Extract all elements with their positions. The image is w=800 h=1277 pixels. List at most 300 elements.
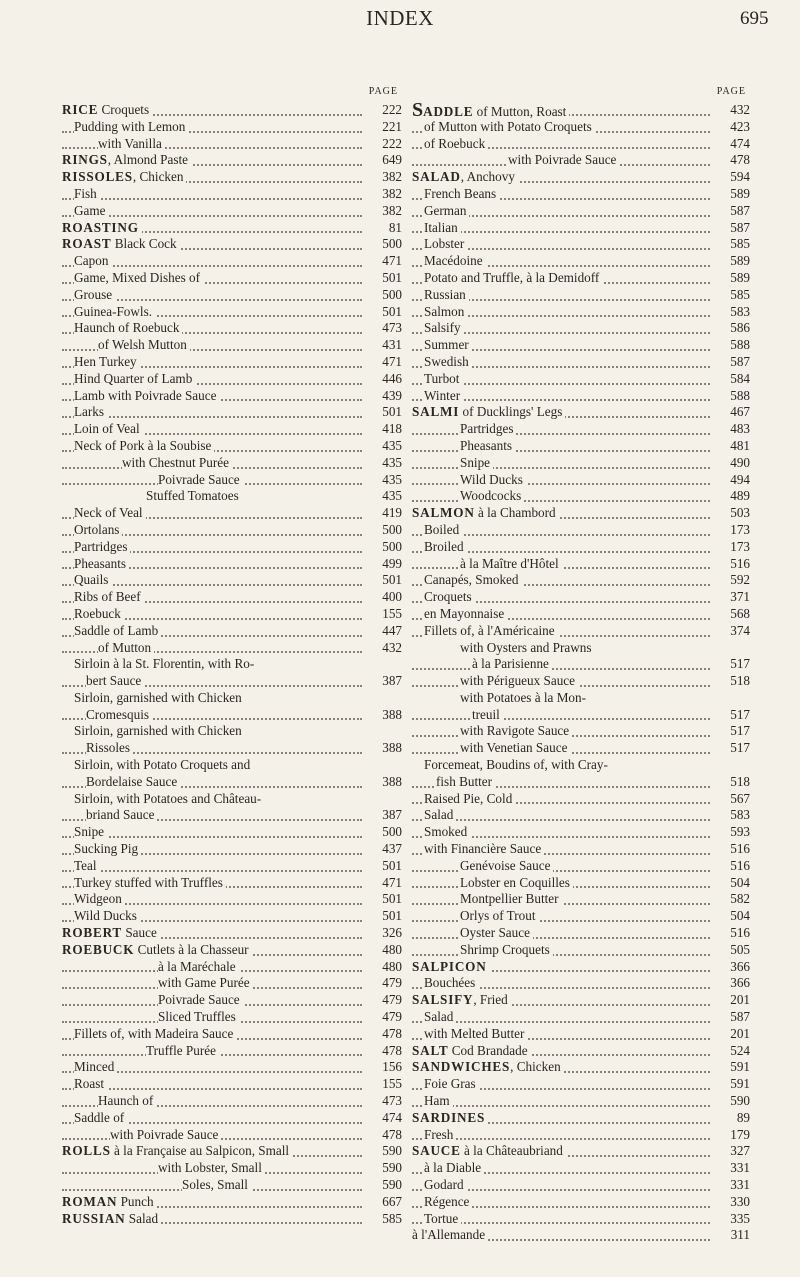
entry-label: Soles, Small <box>182 1177 248 1192</box>
entry-text <box>472 656 552 671</box>
entry-label: Smoked <box>424 824 468 840</box>
index-entry <box>62 556 402 573</box>
index-entry <box>412 220 750 237</box>
entry-text <box>460 925 533 940</box>
page-ref: 366 <box>712 975 750 992</box>
entry-text <box>146 488 242 503</box>
page-ref: 479 <box>364 992 402 1009</box>
entry-label: Salad <box>424 807 454 823</box>
page-ref: 490 <box>712 455 750 472</box>
page-ref: 387 <box>364 807 402 824</box>
index-entry <box>62 723 402 740</box>
page-ref: 201 <box>712 1026 750 1043</box>
entry-text <box>74 589 144 604</box>
index-entry <box>62 404 402 421</box>
index-entry <box>412 455 750 472</box>
entry-text <box>424 539 467 554</box>
page-ref: 583 <box>712 807 750 824</box>
page-ref: 501 <box>364 908 402 925</box>
index-entry <box>412 707 750 724</box>
page-ref: 331 <box>712 1177 750 1194</box>
page-ref: 437 <box>364 841 402 858</box>
leader-dots <box>412 668 710 670</box>
entry-label: Cutlets à la Chasseur <box>134 941 249 957</box>
entry-label: Shrimp Croquets <box>460 941 550 957</box>
index-entry <box>62 505 402 522</box>
entry-text <box>98 1093 156 1108</box>
entry-label: Partridges <box>74 538 128 554</box>
entry-text <box>460 858 553 873</box>
index-entry <box>412 388 750 405</box>
entry-heading: SALT <box>412 1042 449 1058</box>
page-ref: 588 <box>712 388 750 405</box>
page-ref: 505 <box>712 942 750 959</box>
entry-label: Potato and Truffle, à la Demidoff <box>424 269 600 285</box>
entry-text <box>74 287 115 302</box>
entry-text <box>74 388 219 403</box>
entry-label: Ortolans <box>74 521 120 537</box>
index-entry <box>412 1009 750 1026</box>
index-entry <box>62 320 402 337</box>
index-entry <box>62 1127 402 1144</box>
page-ref: 478 <box>364 1043 402 1060</box>
index-entry <box>412 1093 750 1110</box>
page-ref: 517 <box>712 723 750 740</box>
entry-label: Roast <box>74 1076 105 1092</box>
page-ref: 501 <box>364 891 402 908</box>
page-ref: 501 <box>364 858 402 875</box>
index-entry <box>412 858 750 875</box>
entry-label: Forcemeat, Boudins of, with Cray- <box>424 757 608 773</box>
page-ref: 155 <box>364 1076 402 1093</box>
entry-label: Widgeon <box>74 891 122 907</box>
entry-label: Fillets of, with Madeira Sauce <box>74 1025 234 1041</box>
index-entry <box>412 337 750 354</box>
entry-label: Truffle Purée <box>146 1042 216 1058</box>
entry-text <box>424 623 558 638</box>
page-ref: 594 <box>712 169 750 186</box>
entry-text <box>74 690 245 705</box>
page-ref: 326 <box>364 925 402 942</box>
entry-text <box>412 1227 488 1242</box>
entry-label: , Fried <box>473 992 508 1008</box>
page-ref: 587 <box>712 203 750 220</box>
running-title: INDEX <box>366 6 434 30</box>
index-entry <box>412 354 750 371</box>
page-ref: 483 <box>712 421 750 438</box>
page-ref: 501 <box>364 572 402 589</box>
index-entry <box>412 824 750 841</box>
entry-text <box>412 505 559 520</box>
leader-dots <box>412 1105 710 1107</box>
page-ref: 516 <box>712 841 750 858</box>
entry-label: à la Française au Salpicon, Small <box>110 1143 290 1159</box>
index-entry <box>62 236 402 253</box>
entry-label: Genévoise Sauce <box>460 857 551 873</box>
index-entry <box>412 875 750 892</box>
entry-label: Hind Quarter of Lamb <box>74 370 193 386</box>
index-entry <box>62 488 402 505</box>
leader-dots <box>412 937 710 939</box>
page-ref: 518 <box>712 774 750 791</box>
page-ref: 201 <box>712 992 750 1009</box>
page-ref: 524 <box>712 1043 750 1060</box>
index-entry <box>412 556 750 573</box>
entry-text <box>424 1076 479 1091</box>
entry-label: with Poivrade Sauce <box>508 152 617 168</box>
entry-text <box>74 891 125 906</box>
entry-label: with Vanilla <box>98 135 162 151</box>
leader-dots <box>412 450 710 452</box>
entry-label: with Potatoes à la Mon- <box>460 689 586 705</box>
entry-text <box>412 1043 531 1058</box>
entry-label: Foie Gras <box>424 1076 476 1092</box>
entry-label: Salsify <box>424 320 461 336</box>
page-ref: 388 <box>364 774 402 791</box>
entry-text <box>74 875 226 890</box>
entry-label: of Roebuck <box>424 135 486 151</box>
entry-text <box>412 169 518 184</box>
page-ref: 418 <box>364 421 402 438</box>
page-ref: 447 <box>364 623 402 640</box>
entry-label: Raised Pie, Cold <box>424 790 513 806</box>
index-entry <box>412 186 750 203</box>
page-ref: 387 <box>364 673 402 690</box>
leader-dots <box>62 1088 362 1090</box>
entry-text <box>74 304 155 319</box>
entry-text <box>412 959 490 974</box>
page-ref: 431 <box>364 337 402 354</box>
index-entry <box>412 992 750 1009</box>
entry-text <box>424 757 611 772</box>
entry-label: Croquets <box>98 102 150 117</box>
entry-heading: ROBERT <box>62 925 123 941</box>
leader-dots <box>62 198 362 200</box>
page-ref: 222 <box>364 102 402 119</box>
page-ref: 467 <box>712 404 750 421</box>
entry-label: Turbot <box>424 370 460 386</box>
entry-text <box>424 1009 456 1024</box>
entry-text <box>424 270 602 285</box>
leader-dots <box>412 467 710 469</box>
entry-label: Game <box>74 202 106 218</box>
index-entry <box>412 1076 750 1093</box>
page-ref: 480 <box>364 942 402 959</box>
index-entry <box>62 740 402 757</box>
index-entry <box>62 472 402 489</box>
entry-text <box>98 136 165 151</box>
entry-text <box>460 438 515 453</box>
page-ref: 583 <box>712 304 750 321</box>
page-ref: 518 <box>712 673 750 690</box>
entry-heading: ROASTING <box>62 219 139 235</box>
index-column-left <box>62 86 402 1227</box>
entry-label: Régence <box>424 1193 470 1209</box>
page-ref: 517 <box>712 656 750 673</box>
entry-label: Neck of Veal <box>74 505 143 521</box>
entry-text <box>158 992 243 1007</box>
entry-heading: SALMON <box>412 505 475 521</box>
entry-text <box>460 942 553 957</box>
entry-text <box>74 404 107 419</box>
entry-label: Wild Ducks <box>74 908 137 924</box>
entry-text <box>460 488 524 503</box>
entry-label: Roebuck <box>74 605 121 621</box>
page-ref: 473 <box>364 1093 402 1110</box>
entry-text <box>424 287 469 302</box>
page-ref: 311 <box>712 1227 750 1244</box>
page-ref: 585 <box>712 236 750 253</box>
entry-text <box>86 707 152 722</box>
page-ref: 435 <box>364 472 402 489</box>
entry-text <box>74 656 257 671</box>
drop-initial: S <box>412 99 424 121</box>
entry-label: Punch <box>117 1193 154 1209</box>
entry-heading: ROEBUCK <box>62 941 135 957</box>
index-entry <box>62 270 402 287</box>
index-entry <box>412 1177 750 1194</box>
entry-text <box>62 169 186 184</box>
index-entry <box>412 606 750 623</box>
index-entry <box>412 572 750 589</box>
page-ref: 567 <box>712 791 750 808</box>
leader-dots <box>412 954 710 956</box>
index-entry <box>412 740 750 757</box>
index-entry <box>62 1211 402 1228</box>
index-entry <box>412 757 750 774</box>
entry-heading: RUSSIAN <box>62 1210 126 1226</box>
entry-label: Woodcocks <box>460 488 522 504</box>
entry-label: en Mayonnaise <box>424 605 505 621</box>
entry-text <box>460 875 573 890</box>
index-entry <box>412 723 750 740</box>
entry-text <box>436 774 495 789</box>
entry-text <box>74 354 140 369</box>
entry-text <box>460 673 578 688</box>
index-entry <box>62 959 402 976</box>
entry-label: Ribs of Beef <box>74 589 141 605</box>
index-entry <box>412 505 750 522</box>
index-entry <box>62 102 402 119</box>
entry-text <box>424 203 469 218</box>
entry-heading: RICE <box>62 102 99 117</box>
entry-label: Larks <box>74 404 105 420</box>
leader-dots <box>412 920 710 922</box>
index-entry <box>412 640 750 657</box>
index-entry <box>412 690 750 707</box>
entry-text <box>158 975 253 990</box>
entry-label: Capon <box>74 253 109 269</box>
entry-text <box>62 152 191 167</box>
entry-text <box>74 505 146 520</box>
page-ref: 374 <box>712 623 750 640</box>
page-ref: 586 <box>712 320 750 337</box>
page-ref: 516 <box>712 925 750 942</box>
entry-label: bert Sauce <box>86 673 142 689</box>
entry-label: Loin of Veal <box>74 421 140 437</box>
entry-label: à la Maître d'Hôtel <box>460 555 559 571</box>
entry-label: Lobster en Coquilles <box>460 874 570 890</box>
index-entry <box>62 757 402 774</box>
entry-label: , Chicken <box>132 169 184 185</box>
page-ref: 474 <box>712 136 750 153</box>
entry-text <box>460 472 526 487</box>
entry-text <box>74 539 130 554</box>
entry-label: à la Chambord <box>474 505 556 521</box>
entry-text <box>424 253 486 268</box>
page-ref: 589 <box>712 270 750 287</box>
entry-heading: SALPICON <box>412 958 487 974</box>
page-ref: 371 <box>712 589 750 606</box>
page-column-heading: PAGE <box>368 86 398 97</box>
entry-label: , Chicken <box>510 1059 561 1075</box>
entry-text <box>98 337 190 352</box>
entry-text <box>74 572 111 587</box>
entry-label: Salmon <box>424 303 465 319</box>
entry-label: Poivrade Sauce <box>158 992 240 1008</box>
index-entry <box>62 253 402 270</box>
index-entry <box>62 774 402 791</box>
index-entry <box>412 841 750 858</box>
index-entry <box>412 589 750 606</box>
entry-text <box>74 1110 127 1125</box>
entry-text <box>412 1110 488 1125</box>
page-ref: 478 <box>364 1127 402 1144</box>
index-entry <box>412 673 750 690</box>
page-ref: 592 <box>712 572 750 589</box>
page-ref: 501 <box>364 404 402 421</box>
index-entry <box>412 1026 750 1043</box>
entry-text <box>62 942 252 957</box>
entry-label: with Poivrade Sauce <box>110 1126 219 1142</box>
entry-text <box>424 354 472 369</box>
page-ref: 382 <box>364 169 402 186</box>
entry-text <box>62 1143 292 1158</box>
page-ref: 331 <box>712 1160 750 1177</box>
entry-text <box>460 556 562 571</box>
index-entry <box>412 287 750 304</box>
entry-label: Fresh <box>424 1126 454 1142</box>
index-entry <box>412 774 750 791</box>
page-ref: 504 <box>712 875 750 892</box>
page-ref: 590 <box>364 1177 402 1194</box>
entry-text <box>424 1177 467 1192</box>
entry-text <box>74 119 188 134</box>
index-entry <box>62 1160 402 1177</box>
entry-label: Salad <box>424 1009 454 1025</box>
entry-text <box>74 1026 236 1041</box>
page-ref: 568 <box>712 606 750 623</box>
entry-label: Tortue <box>424 1210 459 1226</box>
entry-text <box>158 1009 239 1024</box>
entry-text <box>424 1211 461 1226</box>
entry-text <box>74 791 264 806</box>
index-entry <box>412 438 750 455</box>
index-entry <box>412 404 750 421</box>
entry-label: Teal <box>74 857 97 873</box>
index-entry <box>62 841 402 858</box>
entry-label: Oyster Sauce <box>460 925 530 941</box>
page-ref: 590 <box>712 1093 750 1110</box>
page-ref: 499 <box>364 556 402 573</box>
entry-text <box>122 455 232 470</box>
entry-text <box>74 908 140 923</box>
entry-label: Swedish <box>424 353 469 369</box>
index-entry <box>412 522 750 539</box>
index-entry <box>412 1143 750 1160</box>
index-entry <box>62 203 402 220</box>
index-entry <box>412 908 750 925</box>
entry-heading: RISSOLES <box>62 169 133 185</box>
page-ref: 366 <box>712 959 750 976</box>
index-entry <box>62 992 402 1009</box>
entry-text <box>86 740 133 755</box>
index-entry <box>412 925 750 942</box>
entry-text <box>158 959 239 974</box>
entry-label: Guinea-Fowls. <box>74 303 153 319</box>
leader-dots <box>62 836 362 838</box>
leader-dots <box>412 500 710 502</box>
entry-label: with Oysters and Prawns <box>460 639 592 655</box>
entry-text <box>74 723 245 738</box>
entry-text <box>62 236 180 251</box>
page-ref: 589 <box>712 253 750 270</box>
index-entry <box>412 1211 750 1228</box>
page-ref: 173 <box>712 539 750 556</box>
entry-text <box>74 858 100 873</box>
leader-dots <box>412 1021 710 1023</box>
page-ref: 155 <box>364 606 402 623</box>
index-entry <box>412 1227 750 1244</box>
page-header <box>0 0 800 40</box>
entry-label: with Périgueux Sauce <box>460 673 575 689</box>
page-ref: 388 <box>364 707 402 724</box>
page-ref: 517 <box>712 740 750 757</box>
page-ref: 500 <box>364 539 402 556</box>
entry-label: Bouchées <box>424 975 476 991</box>
entry-label: Quails <box>74 572 109 588</box>
page-ref: 439 <box>364 388 402 405</box>
page-ref: 388 <box>364 740 402 757</box>
entry-text <box>424 791 515 806</box>
entry-label: Neck of Pork à la Soubise <box>74 437 212 453</box>
entry-text <box>424 304 467 319</box>
index-entry <box>412 942 750 959</box>
entry-label: à la Parisienne <box>472 656 549 672</box>
index-entry <box>62 455 402 472</box>
entry-text <box>424 1194 472 1209</box>
index-entry <box>412 1110 750 1127</box>
index-entry <box>62 656 402 673</box>
index-entry <box>62 1043 402 1060</box>
entry-label: Bordelaise Sauce <box>86 773 178 789</box>
entry-text <box>74 371 195 386</box>
page-ref: 667 <box>364 1194 402 1211</box>
entry-text <box>424 841 544 856</box>
entry-text <box>424 975 478 990</box>
index-entry <box>62 673 402 690</box>
page-ref: 222 <box>364 136 402 153</box>
index-entry <box>62 875 402 892</box>
leader-dots <box>62 416 362 418</box>
page-ref: 156 <box>364 1059 402 1076</box>
entry-heading: SALAD <box>412 169 461 185</box>
entry-text <box>424 1127 456 1142</box>
entry-label: Summer <box>424 337 469 353</box>
index-entry <box>62 119 402 136</box>
entry-text <box>424 606 507 621</box>
entry-text <box>74 186 100 201</box>
